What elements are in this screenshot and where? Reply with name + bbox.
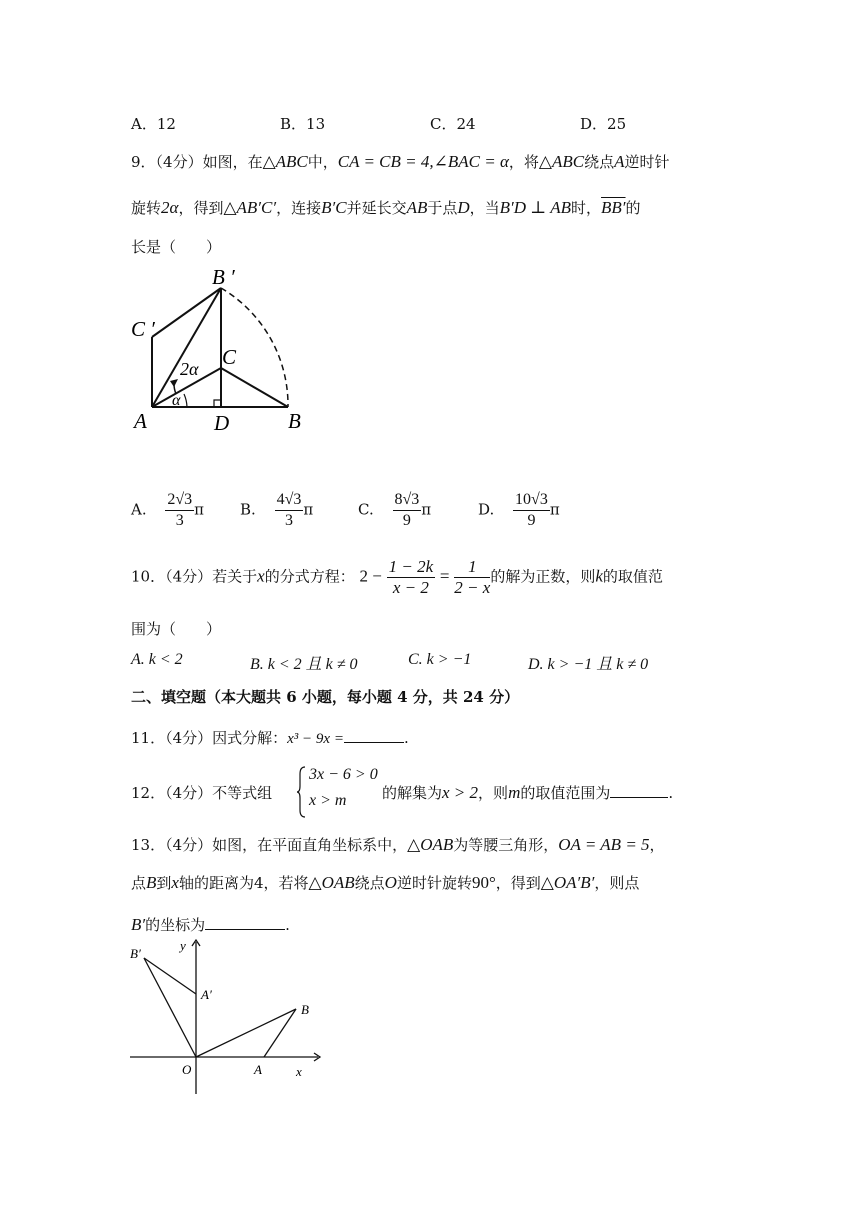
fraction-numerator: 1 (454, 557, 490, 578)
q9-text: 时， (571, 199, 602, 217)
q13-text: ，得到 (495, 874, 541, 892)
q13-line1 (131, 834, 665, 855)
q13-text: 的坐标为 (145, 916, 206, 934)
q9-line3: 长是（ ） (131, 238, 222, 256)
q12-variable: m (508, 783, 521, 802)
option-pi: π (194, 500, 205, 519)
q9-text: 绕点 (584, 153, 615, 171)
q10-fraction-2 (454, 557, 490, 598)
q9-point: D (457, 198, 470, 217)
option-fraction (275, 490, 304, 531)
q9-condition: CA = CB = 4,∠BAC = α (337, 152, 509, 171)
q12-text-pre: 12．（4分）不等式组 (131, 784, 273, 802)
q11-expression: x³ − 9x = (287, 731, 344, 747)
option-letter: B. (240, 500, 256, 519)
q13-triangle-rotated: △OA′B′ (540, 873, 595, 892)
option-fraction (165, 490, 194, 531)
q13-triangle: △OAB (308, 873, 355, 892)
q12-text: ，则 (478, 784, 509, 802)
q13-text: 逆时针旋转 (396, 874, 472, 892)
q12-text: . (668, 784, 674, 802)
q8-option-c: C．24 (430, 115, 476, 133)
q9-text: 并延长交 (346, 199, 407, 217)
q13-line3 (131, 914, 290, 935)
fraction-numerator: 4√3 (275, 490, 304, 511)
q9-option-d (478, 490, 560, 531)
option-fraction (513, 490, 550, 531)
q12-brace (297, 766, 307, 818)
q12-system-1: 3x − 6 > 0 (309, 766, 378, 783)
q13-axis: x (171, 873, 179, 892)
q9-segment: AB (406, 198, 428, 217)
q8-option-a: A．12 (131, 115, 176, 133)
q13-condition: OA = AB = 5 (558, 835, 650, 854)
q9-text: 旋转 (131, 199, 162, 217)
q12-text: 的取值范围为 (520, 784, 611, 802)
q9-text: 于点 (427, 199, 458, 217)
q10-variable: k (595, 566, 603, 586)
q13-text: 绕点 (354, 874, 385, 892)
q9-option-a (131, 490, 204, 531)
q13-text: 点 (131, 874, 147, 892)
fig-label-A: A (254, 1062, 262, 1077)
q9-arc: BB′ (601, 198, 626, 217)
q13-text: ，则点 (594, 874, 640, 892)
q12-line (382, 782, 673, 803)
q13-text: 13．（4分）如图，在平面直角坐标系中， (131, 836, 408, 854)
fraction-denominator: 9 (402, 512, 411, 529)
option-pi: π (303, 500, 314, 519)
q11-text: 11．（4分）因式分解： (131, 729, 288, 747)
q13-text: ， (649, 836, 665, 854)
q10-line1 (131, 557, 663, 598)
q11-blank (344, 728, 404, 743)
fig-label-B: B (301, 1002, 309, 1017)
fraction-numerator: 8√3 (393, 490, 422, 511)
q9-text: 逆时针 (624, 153, 670, 171)
fig-label-D: D (214, 411, 230, 435)
q9-option-c (358, 490, 431, 531)
q10-text: 的取值范 (602, 567, 663, 586)
fig-label-Bp: B ′ (212, 265, 235, 289)
q13-point: B (146, 873, 157, 892)
q9-angle: 2α (161, 198, 179, 217)
q10-option-d: D. k > −1 且 k ≠ 0 (528, 656, 649, 673)
option-letter: D. (478, 500, 495, 519)
q9-segment: B′C (321, 198, 347, 217)
fig-label-Bp: B′ (130, 946, 141, 961)
q9-triangle: △ABC (262, 152, 308, 171)
fraction-numerator: 10√3 (513, 490, 550, 511)
fraction-denominator: 3 (284, 512, 293, 529)
fig-label-x: x (296, 1064, 302, 1079)
q13-line2 (131, 872, 639, 893)
fraction-denominator: 9 (527, 512, 536, 529)
fraction-denominator: 3 (175, 512, 184, 529)
q12-text: 的解集为 (382, 784, 443, 802)
fig-label-O: O (182, 1062, 192, 1077)
q8-option-d: D．25 (580, 115, 627, 133)
q8-option-b: B．13 (280, 115, 326, 133)
q9-line1 (131, 151, 670, 172)
q11-text: . (403, 729, 409, 747)
q9-triangle-rotated: △AB′C′ (223, 198, 277, 217)
fig-label-Ap: A′ (201, 987, 212, 1002)
q10-option-c: C. k > −1 (408, 651, 472, 668)
fig-label-Cp: C ′ (131, 317, 155, 341)
option-letter: A. (131, 500, 147, 519)
q13-figure (126, 936, 326, 1098)
option-pi: π (549, 500, 560, 519)
q9-text: 的 (625, 199, 641, 217)
option-pi: π (421, 500, 432, 519)
q9-figure (126, 260, 316, 438)
q10-eq-lead: 2 − (359, 566, 382, 586)
q9-text: ，当 (469, 199, 500, 217)
q13-triangle: △OAB (407, 835, 454, 854)
option-fraction (393, 490, 422, 531)
fig-label-y: y (180, 938, 186, 953)
q10-line2: 围为（ ） (131, 620, 222, 638)
fig-label-C: C (222, 345, 237, 369)
q9-line2 (131, 197, 641, 218)
q9-text: ，将 (508, 153, 539, 171)
q10-variable: x (257, 566, 265, 586)
q10-option-a: A. k < 2 (131, 651, 183, 668)
q13-text: . (285, 916, 290, 934)
q10-text: 的解为正数，则 (490, 567, 596, 586)
fig-label-B: B (288, 409, 301, 433)
fig-label-alpha: α (172, 392, 181, 409)
q9-text: 中， (307, 153, 338, 171)
section-heading: 二、填空题（本大题共 6 小题，每小题 4 分，共 24 分） (131, 688, 520, 706)
q9-point: A (614, 152, 625, 171)
q10-equals: = (439, 566, 450, 586)
fig-label-2alpha: 2α (180, 359, 199, 379)
option-letter: C. (358, 500, 374, 519)
q13-point: O (384, 873, 397, 892)
fraction-numerator: 1 − 2k (388, 557, 434, 576)
fig-label-A: A (134, 409, 147, 433)
q9-text: ，连接 (276, 199, 322, 217)
q10-option-b: B. k < 2 且 k ≠ 0 (250, 656, 358, 673)
q11 (131, 727, 409, 748)
q9-text: 9．（4分）如图，在 (131, 153, 263, 171)
q13-text: 到 (156, 874, 172, 892)
q12-system-2: x > m (309, 792, 347, 809)
q12-blank (610, 783, 668, 798)
q13-point: B′ (131, 915, 146, 934)
fraction-denominator: x − 2 (392, 578, 429, 597)
q13-text: 为等腰三角形， (453, 836, 559, 854)
q9-perpendicular: B′D ⊥ AB (499, 198, 572, 217)
q9-option-b (240, 490, 313, 531)
q13-text: 轴的距离为4，若将 (178, 874, 309, 892)
q9-text: ，得到 (178, 199, 224, 217)
q10-text: 的分式方程： (264, 567, 355, 586)
q10-text: 10．（4分）若关于 (131, 567, 258, 586)
q13-angle: 90° (471, 873, 496, 892)
q9-triangle: △ABC (538, 152, 585, 171)
q12-condition: x > 2 (442, 783, 479, 802)
q10-fraction-1 (387, 557, 436, 598)
fraction-denominator: 2 − x (454, 578, 491, 597)
q13-blank (205, 915, 285, 930)
fraction-numerator: 2√3 (165, 490, 194, 511)
